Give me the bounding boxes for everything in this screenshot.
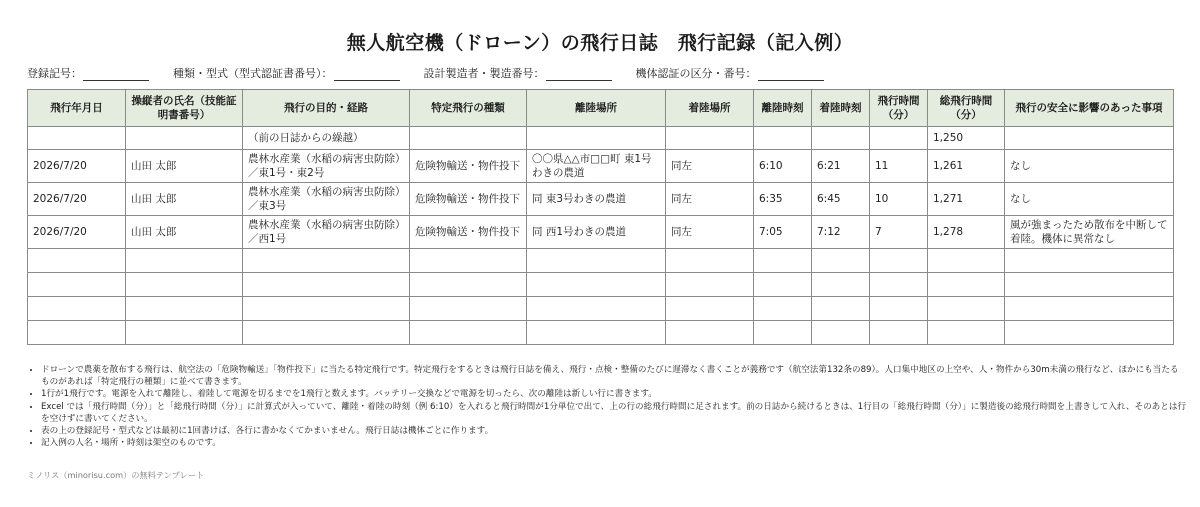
empty-cell[interactable] [666,297,754,321]
landing-place-cell[interactable]: 同左 [666,216,754,249]
empty-cell[interactable] [812,273,870,297]
instruction-item: • 1行が1飛行です。電源を入れて離陸し、着陸して電源を切るまでを1飛行と数えます。バッテリー交換などで電源を切ったら、次の離陸は新しい行に書きます。 [41,388,1187,400]
carry-total-cell[interactable]: 1,250 [928,127,1005,150]
manufacturer-blank [546,68,612,81]
header-purpose: 飛行の目的・経路 [243,90,410,127]
empty-cell[interactable] [410,321,527,345]
carry-minutes-cell[interactable] [870,127,928,150]
takeoff-place-cell[interactable]: 同 西1号わきの農道 [527,216,666,249]
empty-row [28,273,1174,297]
empty-cell[interactable] [28,297,126,321]
empty-cell[interactable] [812,321,870,345]
date-cell[interactable]: 2026/7/20 [28,216,126,249]
minutes-cell[interactable]: 11 [870,150,928,183]
total-cell[interactable]: 1,278 [928,216,1005,249]
empty-cell[interactable] [28,321,126,345]
header-minutes: 飛行時間（分） [870,90,928,127]
manufacturer-label: 設計製造者・製造番号： [423,67,545,80]
empty-cell[interactable] [812,249,870,273]
date-cell[interactable]: 2026/7/20 [28,183,126,216]
pilot-cell[interactable]: 山田 太郎 [126,150,243,183]
instruction-item: • 表の上の登録記号・型式などは最初に1回書けば、各行に書かなくてかまいません。飛行日誌は機体ごとに作ります。 [41,425,1187,437]
empty-cell[interactable] [28,273,126,297]
instructions-list [27,364,1187,449]
flight-type-cell[interactable]: 危険物輸送・物件投下 [410,183,527,216]
flight-record-table [27,89,1174,345]
manufacturer-field [424,65,612,81]
empty-cell[interactable] [28,249,126,273]
pilot-cell[interactable]: 山田 太郎 [126,216,243,249]
takeoff-place-cell[interactable]: 同 東3号わきの農道 [527,183,666,216]
header-flight-type: 特定飛行の種類 [410,90,527,127]
header-total: 総飛行時間（分） [928,90,1005,127]
table-row [28,183,1174,216]
empty-cell[interactable] [243,297,410,321]
date-cell[interactable]: 2026/7/20 [28,150,126,183]
table-row [28,216,1174,249]
empty-cell[interactable] [527,297,666,321]
minutes-cell[interactable]: 10 [870,183,928,216]
purpose-cell[interactable]: 農林水産業（水稲の病害虫防除）／西1号 [243,216,410,249]
header-landing-place: 着陸場所 [666,90,754,127]
takeoff-place-cell[interactable]: 〇〇県△△市□□町 東1号わきの農道 [527,150,666,183]
carry-notes-cell[interactable] [1005,127,1174,150]
empty-cell[interactable] [754,321,812,345]
takeoff-time-cell[interactable]: 6:10 [754,150,812,183]
landing-time-cell[interactable]: 6:21 [812,150,870,183]
table-row [28,150,1174,183]
takeoff-time-cell[interactable]: 7:05 [754,216,812,249]
header-pilot: 操縦者の氏名（技能証明書番号） [126,90,243,127]
registration-blank [83,68,149,81]
carry-date-cell[interactable] [28,127,126,150]
model-label: 種類・型式（型式認証書番号）： [173,67,333,80]
empty-cell[interactable] [928,321,1005,345]
empty-cell[interactable] [126,297,243,321]
flight-type-cell[interactable]: 危険物輸送・物件投下 [410,150,527,183]
header-safety-notes: 飛行の安全に影響のあった事項 [1005,90,1174,127]
empty-cell[interactable] [928,297,1005,321]
aircraft-info-row [27,65,848,81]
empty-cell[interactable] [928,249,1005,273]
total-cell[interactable]: 1,261 [928,150,1005,183]
carry-flight-type-cell[interactable] [410,127,527,150]
empty-cell[interactable] [1005,321,1174,345]
empty-cell[interactable] [754,297,812,321]
landing-place-cell[interactable]: 同左 [666,150,754,183]
pilot-cell[interactable]: 山田 太郎 [126,183,243,216]
empty-cell[interactable] [527,321,666,345]
empty-cell[interactable] [527,249,666,273]
minutes-cell[interactable]: 7 [870,216,928,249]
takeoff-time-cell[interactable]: 6:35 [754,183,812,216]
empty-cell[interactable] [812,297,870,321]
empty-cell[interactable] [666,249,754,273]
empty-cell[interactable] [527,273,666,297]
landing-place-cell[interactable]: 同左 [666,183,754,216]
carry-purpose-cell[interactable]: （前の日誌からの繰越） [243,127,410,150]
safety-notes-cell[interactable]: なし [1005,150,1174,183]
carry-takeoff-place-cell[interactable] [527,127,666,150]
header-takeoff-time: 離陸時刻 [754,90,812,127]
carry-pilot-cell[interactable] [126,127,243,150]
empty-cell[interactable] [1005,273,1174,297]
empty-cell[interactable] [410,273,527,297]
empty-cell[interactable] [243,249,410,273]
carry-landing-place-cell[interactable] [666,127,754,150]
empty-cell[interactable] [870,273,928,297]
purpose-cell[interactable]: 農林水産業（水稲の病害虫防除）／東3号 [243,183,410,216]
empty-cell[interactable] [870,297,928,321]
empty-cell[interactable] [754,249,812,273]
empty-row [28,249,1174,273]
safety-notes-cell[interactable]: なし [1005,183,1174,216]
safety-notes-cell[interactable]: 風が強まったため散布を中断して着陸。機体に異常なし [1005,216,1174,249]
instruction-item: • 記入例の人名・場所・時刻は架空のものです。 [41,437,1187,449]
landing-time-cell[interactable]: 6:45 [812,183,870,216]
instruction-item: • Excel では「飛行時間（分）」と「総飛行時間（分）」に計算式が入っていて、離陸・着陸の時刻（例 6:10）を入れると飛行時間が1分単位で出て、上の行の総飛行時間に足されます。前の日誌から続けるときは、1行目の「総飛行時間（分）」に製造後の総飛行時間を上書きして入れ、そのあとは行を空けずに書いてください。 [41,401,1187,425]
header-takeoff-place: 離陸場所 [527,90,666,127]
instruction-item: • ドローンで農薬を散布する飛行は、航空法の「危険物輸送」「物件投下」に当たる特定飛行です。特定飛行をするときは飛行日誌を備え、飛行・点検・整備のたびに遅滞なく書くことが義務です（航空法第132条の89）。人口集中地区の上空や、人・物件から30m未満の飛行など、ほかにも当たるものがあれば「特定飛行の種類」に並べて書きます。 [41,364,1187,388]
template-credit: ミノリス（minorisu.com）の無料テンプレート [27,470,205,480]
empty-cell[interactable] [754,273,812,297]
empty-cell[interactable] [1005,297,1174,321]
carry-takeoff-time-cell[interactable] [754,127,812,150]
empty-row [28,321,1174,345]
purpose-cell[interactable]: 農林水産業（水稲の病害虫防除）／東1号・東2号 [243,150,410,183]
empty-cell[interactable] [928,273,1005,297]
flight-type-cell[interactable]: 危険物輸送・物件投下 [410,216,527,249]
empty-cell[interactable] [666,273,754,297]
model-blank [334,68,400,81]
landing-time-cell[interactable]: 7:12 [812,216,870,249]
header-landing-time: 着陸時刻 [812,90,870,127]
empty-cell[interactable] [870,321,928,345]
registration-label: 登録記号： [27,67,82,80]
empty-row [28,297,1174,321]
empty-cell[interactable] [410,249,527,273]
page-title: 無人航空機（ドローン）の飛行日誌 飛行記録（記入例） [346,32,854,54]
empty-cell[interactable] [126,273,243,297]
empty-cell[interactable] [410,297,527,321]
empty-cell[interactable] [666,321,754,345]
certification-blank [758,68,824,81]
empty-cell[interactable] [243,321,410,345]
carry-landing-time-cell[interactable] [812,127,870,150]
total-cell[interactable]: 1,271 [928,183,1005,216]
table-header-row [28,90,1174,127]
empty-cell[interactable] [870,249,928,273]
empty-cell[interactable] [243,273,410,297]
carry-over-row [28,127,1174,150]
model-field [173,65,400,81]
header-date: 飛行年月日 [28,90,126,127]
empty-cell[interactable] [1005,249,1174,273]
certification-field [636,65,824,81]
certification-label: 機体認証の区分・番号： [635,67,757,80]
registration-field [27,65,149,81]
empty-cell[interactable] [126,321,243,345]
empty-cell[interactable] [126,249,243,273]
